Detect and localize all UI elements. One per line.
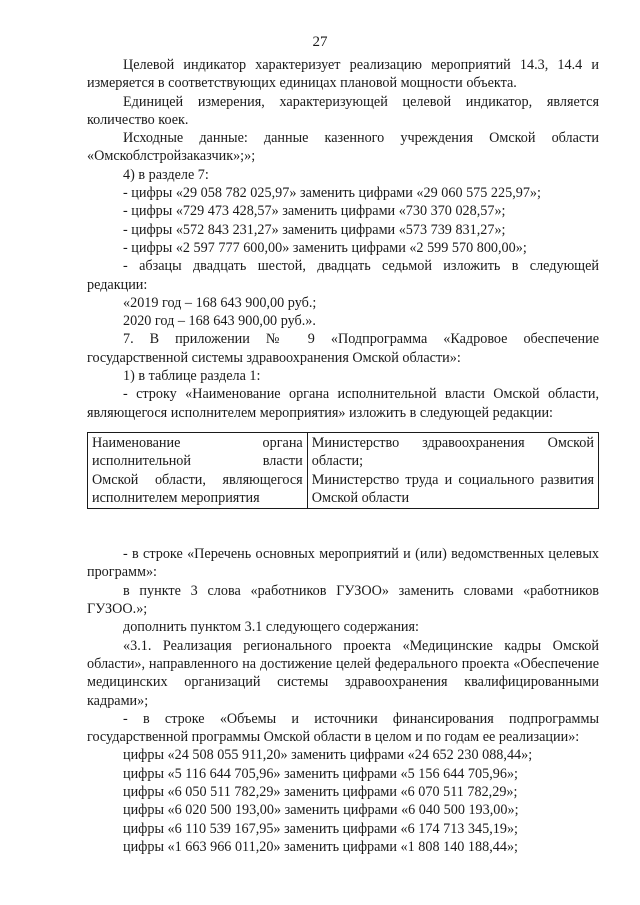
paragraph-target-indicator: Целевой индикатор характеризует реализацию мероприятий 14.3, 14.4 и измеряется в соответствующих единицах плановой мощности объекта.	[87, 57, 599, 92]
paragraph-item-3-1: «3.1. Реализация регионального проекта «Медицинские кадры Омской области», направленного на достижение целей федерального проекта «Обеспечение медицинских организаций системы здравоохранения квалифицированными кадрами»;	[87, 637, 599, 709]
replacement-line: цифры «1 663 966 011,20» заменить цифрами «1 808 140 188,44»;	[123, 838, 518, 855]
replacement-line: цифры «24 508 055 911,20» заменить цифрами «24 652 230 088,44»;	[123, 747, 533, 764]
replacement-line: цифры «6 110 539 167,95» заменить цифрами «6 174 713 345,19»;	[123, 820, 518, 837]
quote-line-2019: «2019 год – 168 643 900,00 руб.;	[123, 294, 317, 311]
paragraph-item-3: в пункте 3 слова «работников ГУЗОО» заменить словами «работников ГУЗОО.»;	[87, 582, 599, 618]
quote-line-2020: 2020 год – 168 643 900,00 руб.».	[123, 313, 316, 330]
table-cell-value: Министерство здравоохранения Омской области; Министерство труда и социального развития Омской области	[307, 432, 598, 508]
executor-table	[87, 432, 599, 509]
replacement-line: - цифры «572 843 231,27» заменить цифрами «573 739 831,27»;	[123, 221, 506, 238]
replacement-line: - цифры «2 597 777 600,00» заменить цифрами «2 599 570 800,00»;	[123, 239, 527, 256]
table-cell-label: Наименование органа исполнительной власти Омской области, являющегося исполнителем мероприятия	[88, 432, 308, 508]
paragraph-activities-list: - в строке «Перечень основных мероприятий и (или) ведомственных целевых программ»:	[87, 546, 599, 581]
paragraph-source-data: Исходные данные: данные казенного учреждения Омской области «Омскоблстройзаказчик»;»;	[87, 130, 599, 165]
replacement-line: - цифры «729 473 428,57» заменить цифрами «730 370 028,57»;	[123, 203, 506, 220]
paragraph-section-7: 4) в разделе 7:	[123, 166, 209, 183]
paragraph-row-name-change: - строку «Наименование органа исполнительной власти Омской области, являющегося исполнителем мероприятия» изложить в следующей редакции:	[87, 386, 599, 421]
document-body	[87, 56, 599, 856]
paragraph-unit-of-measure: Единицей измерения, характеризующей целевой индикатор, является количество коек.	[87, 93, 599, 128]
page-number: 27	[312, 34, 328, 50]
paragraph-table-section-1: 1) в таблице раздела 1:	[123, 368, 261, 385]
paragraph-paragraphs-26-27: - абзацы двадцать шестой, двадцать седьмой изложить в следующей редакции:	[87, 258, 599, 293]
paragraph-appendix-9: 7. В приложении № 9 «Подпрограмма «Кадровое обеспечение государственной системы здравоохранения Омской области»:	[87, 331, 599, 366]
replacement-line: цифры «6 020 500 193,00» заменить цифрами «6 040 500 193,00»;	[123, 802, 519, 819]
table-row	[88, 432, 599, 508]
replacement-line: цифры «6 050 511 782,29» заменить цифрами «6 070 511 782,29»;	[123, 783, 518, 800]
paragraph-financing-row: - в строке «Объемы и источники финансирования подпрограммы государственной программы Омской области в целом и по годам ее реализации»:	[87, 710, 599, 746]
replacement-line: - цифры «29 058 782 025,97» заменить цифрами «29 060 575 225,97»;	[123, 185, 541, 202]
replacement-line: цифры «5 116 644 705,96» заменить цифрами «5 156 644 705,96»;	[123, 765, 518, 782]
paragraph-add-item-3-1: дополнить пунктом 3.1 следующего содержания:	[123, 619, 419, 636]
